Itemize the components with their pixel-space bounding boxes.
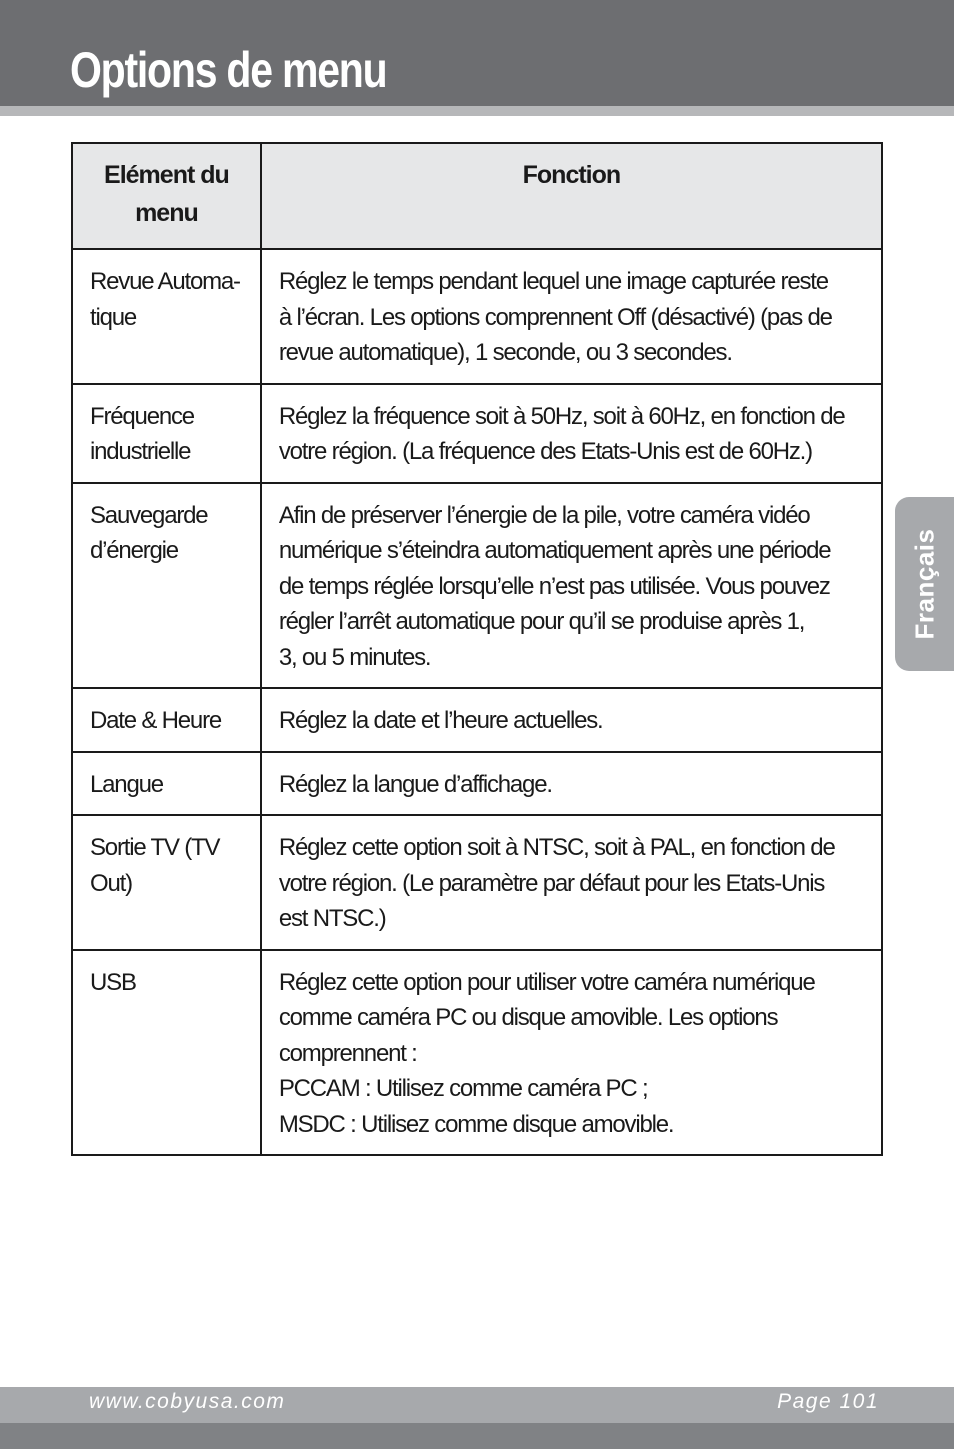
table-row <box>72 249 882 384</box>
menu-item-cell: USB <box>72 950 261 1156</box>
footer-website-url: www.cobyusa.com <box>89 1390 286 1413</box>
language-tab-label: Français <box>909 528 939 640</box>
table-row <box>72 688 882 752</box>
menu-item-cell: Langue <box>72 752 261 816</box>
function-cell: Réglez la langue d’affichage. <box>261 752 882 816</box>
table-row <box>72 752 882 816</box>
menu-item-cell: Fréquence industrielle <box>72 384 261 483</box>
menu-item-cell: Sortie TV (TV Out) <box>72 815 261 950</box>
function-cell: Réglez la fréquence soit à 50Hz, soit à 60Hz, en fonction de votre région. (La fréquence des Etats-Unis est de 60Hz.) <box>261 384 882 483</box>
menu-item-cell: Revue Automa- tique <box>72 249 261 384</box>
function-cell: Réglez cette option soit à NTSC, soit à PAL, en fonction de votre région. (Le paramètre par défaut pour les Etats-Unis est NTSC.) <box>261 815 882 950</box>
menu-options-table <box>71 142 883 1156</box>
function-cell: Réglez la date et l’heure actuelles. <box>261 688 882 752</box>
table-header-row <box>72 143 882 249</box>
column-header-function: Fonction <box>261 143 882 249</box>
table-row <box>72 815 882 950</box>
language-tab <box>895 497 954 671</box>
table-row <box>72 483 882 689</box>
page-title: Options de menu <box>70 42 387 98</box>
menu-item-cell: Sauvegarde d’énergie <box>72 483 261 689</box>
footer-page-number: Page 101 <box>777 1390 879 1413</box>
function-cell: Réglez cette option pour utiliser votre caméra numérique comme caméra PC ou disque amovible. Les options comprennent : PCCAM : Utilisez comme caméra PC ; MSDC : Utilisez comme disque amovible. <box>261 950 882 1156</box>
column-header-menu-item: Elément du menu <box>72 143 261 249</box>
function-cell: Afin de préserver l’énergie de la pile, votre caméra vidéo numérique s’éteindra automatiquement après une période de temps réglée lorsqu’elle n’est pas utilisée. Vous pouvez régler l’arrêt automatique pour qu’il se produise après 1, 3, ou 5 minutes. <box>261 483 882 689</box>
table-row <box>72 384 882 483</box>
table-row <box>72 950 882 1156</box>
function-cell: Réglez le temps pendant lequel une image capturée reste à l’écran. Les options comprennent Off (désactivé) (pas de revue automatique), 1 seconde, ou 3 secondes. <box>261 249 882 384</box>
footer-lower-band <box>0 1423 954 1449</box>
menu-item-cell: Date & Heure <box>72 688 261 752</box>
